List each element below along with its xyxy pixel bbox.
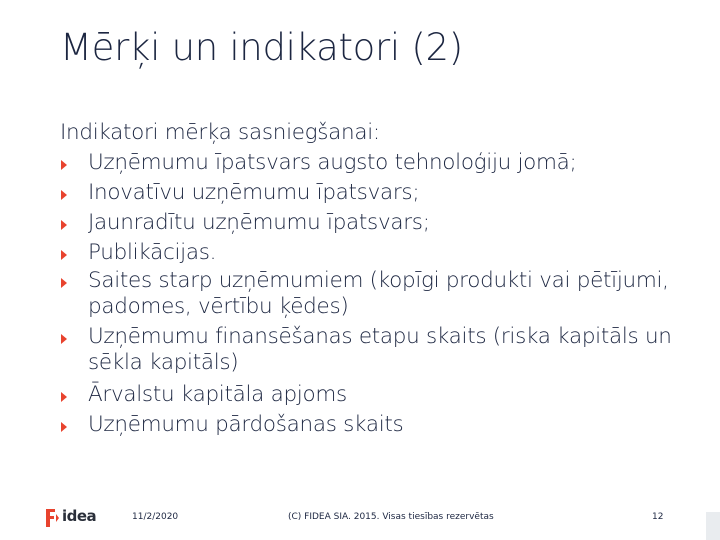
fidea-logo [44, 508, 100, 528]
chevron-bullet-icon [60, 190, 68, 200]
list-item [60, 410, 685, 440]
corner-decoration [706, 512, 720, 540]
chevron-bullet-icon [60, 334, 68, 344]
chevron-bullet-icon [60, 422, 68, 432]
chevron-bullet-icon [60, 250, 68, 260]
chevron-bullet-icon [60, 392, 68, 402]
list-item-text: Uzņēmumu īpatsvars augsto tehnoloģiju jomā; [88, 150, 577, 175]
list-item [60, 268, 685, 320]
chevron-bullet-icon [60, 220, 68, 230]
chevron-bullet-icon [60, 278, 68, 288]
list-item [60, 380, 685, 410]
footer-copyright: (C) FIDEA SIA. 2015. Visas tiesības rezervētas [288, 512, 494, 522]
slide-title: Mērķi un indikatori (2) [60, 26, 463, 69]
list-item-text: Saites starp uzņēmumiem (kopīgi produkti vai pētījumi, padomes, vērtību ķēdes) [88, 268, 669, 319]
list-item-text: Uzņēmumu pārdošanas skaits [88, 412, 404, 437]
chevron-bullet-icon [60, 160, 68, 170]
list-item [60, 324, 685, 376]
list-item-text: Jaunradītu uzņēmumu īpatsvars; [88, 210, 430, 235]
list-item [60, 178, 685, 208]
intro-text: Indikatori mērķa sasniegšanai: [60, 120, 380, 145]
slide-footer [0, 500, 720, 536]
list-item [60, 238, 685, 268]
content-body [60, 118, 685, 440]
page-number: 12 [652, 512, 664, 522]
list-item-text: Uzņēmumu finansēšanas etapu skaits (riska kapitāls un sēkla kapitāls) [88, 324, 672, 375]
indicator-list [60, 148, 685, 440]
list-item-text: Ārvalstu kapitāla apjoms [88, 382, 347, 407]
footer-date: 11/2/2020 [132, 512, 179, 522]
logo-text: idea [62, 507, 97, 525]
list-item [60, 148, 685, 178]
list-item-text: Publikācijas. [88, 240, 217, 265]
list-item-text: Inovatīvu uzņēmumu īpatsvars; [88, 180, 420, 205]
list-item [60, 208, 685, 238]
fidea-logo-mark-icon [44, 508, 60, 528]
